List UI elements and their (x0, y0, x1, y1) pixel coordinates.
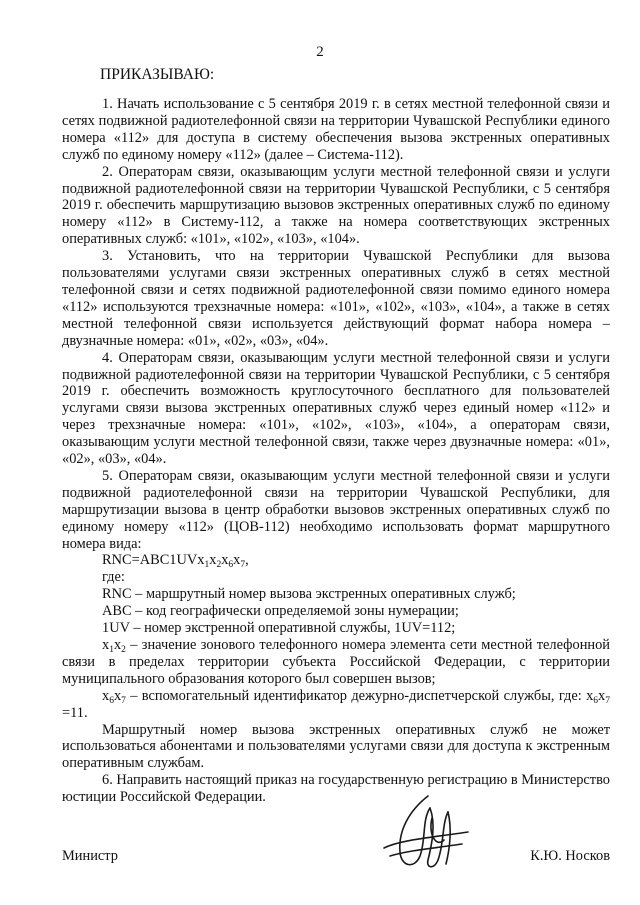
definition-x1x2: $x_1x_2$ – значение зонового телефонного номера элемента сети местной телефонной связи в пределах территории субъекта Российской Федерации, с территории муниципального образования которого был совершен вызов; (62, 637, 610, 687)
definition-1uv: 1UV – номер экстренной оперативной службы, 1UV=112; (102, 620, 456, 637)
order-heading: ПРИКАЗЫВАЮ: (100, 66, 215, 83)
clause-4: 4. Операторам связи, оказывающим услуги местной телефонной связи и услуги подвижной радиотелефонной связи на территории Чувашской Республики, с 5 сентября 2019 г. обеспечить возможность круглосуточного бесплатного для пользователей услугами связи вызова экстренных оперативных служб через единый номер «112» и через трехзначные номера: «101», «102», «103», «104», а операторам связи, оказывающим услуги местной телефонной связи, также через двузначные номера: «01», «02», «03», «04». (62, 349, 610, 468)
signatory-name: К.Ю. Носков (530, 848, 610, 864)
definition-x6x7: $x_6x_7$ – вспомогательный идентификатор дежурно-диспетчерской службы, где: $x_6x_7 =11$. (62, 687, 610, 721)
formula-where: где: (102, 569, 125, 586)
clause-2: 2. Операторам связи, оказывающим услуги местной телефонной связи и услуги подвижной радиотелефонной связи на территории Чувашской Республики, с 5 сентября 2019 г. обеспечить маршрутизацию вызовов экстренных оперативных служб по единому номеру «112» в Систему-112, а также на номера соответствующих экстренных оперативных служб: «101», «102», «103», «104». (62, 163, 610, 248)
page-number: 2 (316, 44, 324, 60)
definition-rnc: RNC – маршрутный номер вызова экстренных оперативных служб; (102, 586, 516, 603)
routing-number-formula: $RNC=ABC1UVx_1x_2x_6x_7$, (102, 552, 249, 571)
order-body (62, 96, 610, 806)
routing-number-note: Маршрутный номер вызова экстренных оперативных служб не может использоваться абонентами и пользователями услугами связи для доступа к экстренным оперативным службам. (62, 721, 610, 772)
clause-1: 1. Начать использование с 5 сентября 2019 г. в сетях местной телефонной связи и сетях подвижной радиотелефонной связи на территории Чувашской Республики единого номера «112» для доступа в систему обеспечения вызова экстренных оперативных служб по единому номеру «112» (далее – Система-112). (62, 96, 610, 163)
clause-3: 3. Установить, что на территории Чувашской Республики для вызова пользователями услугами связи экстренных оперативных служб в сетях местной телефонной связи и сетях подвижной радиотелефонной связи помимо единого номера «112» используются трехзначные номера: «101», «102», «103», «104», а также в сетях местной телефонной связи используется действующий формат набора номера – двузначные номера: «01», «02», «03», «04». (62, 248, 610, 349)
clause-6: 6. Направить настоящий приказ на государственную регистрацию в Министерство юстиции Российской Федерации. (62, 772, 610, 806)
clause-5: 5. Операторам связи, оказывающим услуги местной телефонной связи и услуги подвижной радиотелефонной связи на территории Чувашской Республики, для маршрутизации вызова в центр обработки вызовов экстренных оперативных служб по единому номеру «112» (ЦОВ-112) необходимо использовать формат маршрутного номера вида: (62, 467, 610, 552)
signatory-role: Министр (62, 848, 118, 864)
signature-mark (370, 790, 480, 880)
definition-abc: ABC – код географически определяемой зоны нумерации; (102, 603, 459, 620)
